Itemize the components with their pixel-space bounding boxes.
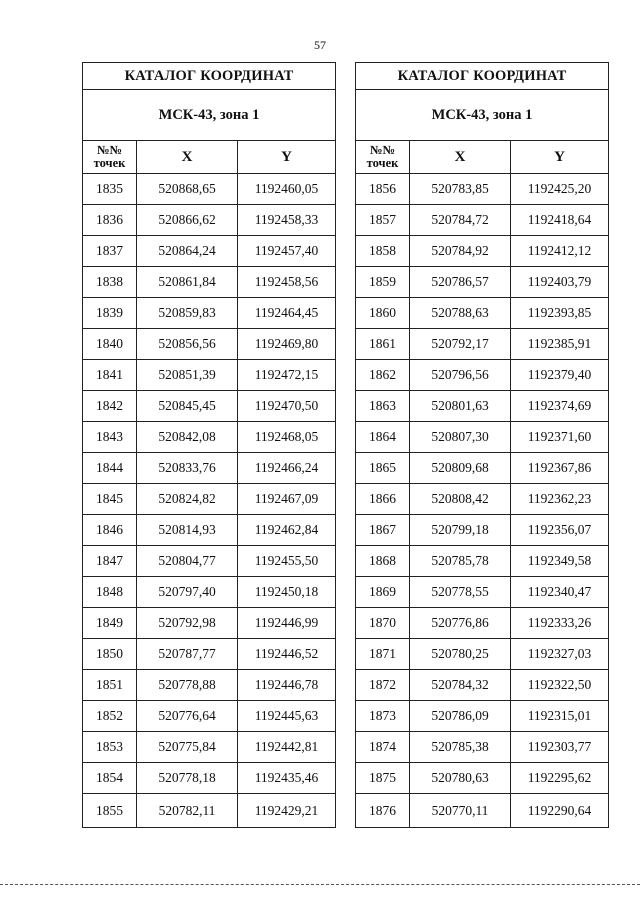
- point-number-cell: 1852: [83, 701, 137, 732]
- y-coordinate-cell: 1192303,77: [511, 732, 609, 763]
- x-coordinate-cell: 520796,56: [410, 360, 511, 391]
- x-coordinate-cell: 520866,62: [137, 205, 238, 236]
- point-number-cell: 1866: [356, 484, 410, 515]
- x-coordinate-cell: 520778,55: [410, 577, 511, 608]
- y-coordinate-cell: 1192340,47: [511, 577, 609, 608]
- column-header-y: Y: [511, 141, 609, 174]
- x-coordinate-cell: 520814,93: [137, 515, 238, 546]
- point-number-cell: 1861: [356, 329, 410, 360]
- table-row: [83, 515, 336, 546]
- table-row: [356, 453, 609, 484]
- table-row: [83, 298, 336, 329]
- x-coordinate-cell: 520868,65: [137, 174, 238, 205]
- column-header-points-word: точек: [366, 156, 399, 170]
- table-row: [356, 546, 609, 577]
- y-coordinate-cell: 1192425,20: [511, 174, 609, 205]
- y-coordinate-cell: 1192462,84: [238, 515, 336, 546]
- point-number-cell: 1871: [356, 639, 410, 670]
- point-number-cell: 1875: [356, 763, 410, 794]
- x-coordinate-cell: 520792,98: [137, 608, 238, 639]
- table-row: [356, 236, 609, 267]
- point-number-cell: 1851: [83, 670, 137, 701]
- column-header-y: Y: [238, 141, 336, 174]
- table-row: [83, 608, 336, 639]
- x-coordinate-cell: 520776,64: [137, 701, 238, 732]
- x-coordinate-cell: 520786,57: [410, 267, 511, 298]
- x-coordinate-cell: 520808,42: [410, 484, 511, 515]
- point-number-cell: 1869: [356, 577, 410, 608]
- point-number-cell: 1870: [356, 608, 410, 639]
- table-row: [83, 546, 336, 577]
- point-number-cell: 1859: [356, 267, 410, 298]
- point-number-cell: 1843: [83, 422, 137, 453]
- y-coordinate-cell: 1192295,62: [511, 763, 609, 794]
- table-row: [356, 422, 609, 453]
- y-coordinate-cell: 1192445,63: [238, 701, 336, 732]
- table-row: [83, 639, 336, 670]
- table-row: [356, 329, 609, 360]
- point-number-cell: 1853: [83, 732, 137, 763]
- y-coordinate-cell: 1192464,45: [238, 298, 336, 329]
- table-row: [83, 453, 336, 484]
- page-bottom-divider: [0, 884, 640, 885]
- x-coordinate-cell: 520770,11: [410, 794, 511, 828]
- y-coordinate-cell: 1192470,50: [238, 391, 336, 422]
- coordinate-system-label: МСК-43, зона 1: [83, 90, 336, 141]
- x-coordinate-cell: 520864,24: [137, 236, 238, 267]
- point-number-cell: 1857: [356, 205, 410, 236]
- x-coordinate-cell: 520782,11: [137, 794, 238, 828]
- column-header-number-sign: №№: [96, 143, 123, 157]
- x-coordinate-cell: 520807,30: [410, 422, 511, 453]
- table-row: [356, 794, 609, 828]
- x-coordinate-cell: 520784,92: [410, 236, 511, 267]
- column-header-x: X: [137, 141, 238, 174]
- table-row: [83, 329, 336, 360]
- point-number-cell: 1855: [83, 794, 137, 828]
- y-coordinate-cell: 1192403,79: [511, 267, 609, 298]
- point-number-cell: 1858: [356, 236, 410, 267]
- table-row: [83, 484, 336, 515]
- table-row: [83, 174, 336, 205]
- table-row: [356, 701, 609, 732]
- y-coordinate-cell: 1192469,80: [238, 329, 336, 360]
- x-coordinate-cell: 520780,25: [410, 639, 511, 670]
- point-number-cell: 1863: [356, 391, 410, 422]
- x-coordinate-cell: 520842,08: [137, 422, 238, 453]
- table-row: [356, 608, 609, 639]
- point-number-cell: 1874: [356, 732, 410, 763]
- y-coordinate-cell: 1192467,09: [238, 484, 336, 515]
- table-row: [83, 670, 336, 701]
- point-number-cell: 1838: [83, 267, 137, 298]
- point-number-cell: 1845: [83, 484, 137, 515]
- point-number-cell: 1836: [83, 205, 137, 236]
- point-number-cell: 1850: [83, 639, 137, 670]
- table-row: [356, 763, 609, 794]
- x-coordinate-cell: 520851,39: [137, 360, 238, 391]
- point-number-cell: 1840: [83, 329, 137, 360]
- y-coordinate-cell: 1192374,69: [511, 391, 609, 422]
- point-number-cell: 1844: [83, 453, 137, 484]
- y-coordinate-cell: 1192379,40: [511, 360, 609, 391]
- y-coordinate-cell: 1192468,05: [238, 422, 336, 453]
- point-number-cell: 1849: [83, 608, 137, 639]
- catalog-title: КАТАЛОГ КООРДИНАТ: [356, 63, 609, 90]
- x-coordinate-cell: 520785,38: [410, 732, 511, 763]
- table-row: [83, 267, 336, 298]
- y-coordinate-cell: 1192435,46: [238, 763, 336, 794]
- column-header-point-number: [83, 141, 137, 174]
- x-coordinate-cell: 520778,18: [137, 763, 238, 794]
- coordinate-catalog-table-right: [355, 62, 609, 828]
- point-number-cell: 1867: [356, 515, 410, 546]
- x-coordinate-cell: 520861,84: [137, 267, 238, 298]
- y-coordinate-cell: 1192460,05: [238, 174, 336, 205]
- point-number-cell: 1856: [356, 174, 410, 205]
- y-coordinate-cell: 1192455,50: [238, 546, 336, 577]
- point-number-cell: 1842: [83, 391, 137, 422]
- x-coordinate-cell: 520785,78: [410, 546, 511, 577]
- table-row: [356, 298, 609, 329]
- y-coordinate-cell: 1192472,15: [238, 360, 336, 391]
- point-number-cell: 1839: [83, 298, 137, 329]
- x-coordinate-cell: 520786,09: [410, 701, 511, 732]
- x-coordinate-cell: 520780,63: [410, 763, 511, 794]
- table-row: [356, 205, 609, 236]
- x-coordinate-cell: 520797,40: [137, 577, 238, 608]
- y-coordinate-cell: 1192290,64: [511, 794, 609, 828]
- x-coordinate-cell: 520809,68: [410, 453, 511, 484]
- y-coordinate-cell: 1192385,91: [511, 329, 609, 360]
- y-coordinate-cell: 1192446,78: [238, 670, 336, 701]
- y-coordinate-cell: 1192315,01: [511, 701, 609, 732]
- point-number-cell: 1860: [356, 298, 410, 329]
- x-coordinate-cell: 520801,63: [410, 391, 511, 422]
- y-coordinate-cell: 1192367,86: [511, 453, 609, 484]
- y-coordinate-cell: 1192458,56: [238, 267, 336, 298]
- catalog-title: КАТАЛОГ КООРДИНАТ: [83, 63, 336, 90]
- table-row: [83, 701, 336, 732]
- x-coordinate-cell: 520778,88: [137, 670, 238, 701]
- table-row: [83, 763, 336, 794]
- point-number-cell: 1872: [356, 670, 410, 701]
- coordinate-catalog-table-left: [82, 62, 336, 828]
- table-row: [83, 236, 336, 267]
- column-header-points-word: точек: [93, 156, 126, 170]
- table-row: [83, 360, 336, 391]
- x-coordinate-cell: 520833,76: [137, 453, 238, 484]
- y-coordinate-cell: 1192356,07: [511, 515, 609, 546]
- table-row: [356, 639, 609, 670]
- x-coordinate-cell: 520788,63: [410, 298, 511, 329]
- x-coordinate-cell: 520845,45: [137, 391, 238, 422]
- table-row: [356, 484, 609, 515]
- y-coordinate-cell: 1192446,99: [238, 608, 336, 639]
- table-row: [356, 174, 609, 205]
- point-number-cell: 1864: [356, 422, 410, 453]
- x-coordinate-cell: 520784,32: [410, 670, 511, 701]
- table-row: [83, 391, 336, 422]
- x-coordinate-cell: 520804,77: [137, 546, 238, 577]
- y-coordinate-cell: 1192429,21: [238, 794, 336, 828]
- point-number-cell: 1873: [356, 701, 410, 732]
- table-row: [83, 577, 336, 608]
- x-coordinate-cell: 520792,17: [410, 329, 511, 360]
- y-coordinate-cell: 1192412,12: [511, 236, 609, 267]
- table-row: [83, 794, 336, 828]
- y-coordinate-cell: 1192393,85: [511, 298, 609, 329]
- y-coordinate-cell: 1192362,23: [511, 484, 609, 515]
- table-row: [356, 577, 609, 608]
- table-row: [356, 360, 609, 391]
- table-row: [356, 732, 609, 763]
- y-coordinate-cell: 1192322,50: [511, 670, 609, 701]
- y-coordinate-cell: 1192446,52: [238, 639, 336, 670]
- y-coordinate-cell: 1192418,64: [511, 205, 609, 236]
- x-coordinate-cell: 520824,82: [137, 484, 238, 515]
- table-row: [83, 422, 336, 453]
- y-coordinate-cell: 1192349,58: [511, 546, 609, 577]
- table-row: [83, 205, 336, 236]
- x-coordinate-cell: 520859,83: [137, 298, 238, 329]
- table-row: [83, 732, 336, 763]
- table-row: [356, 515, 609, 546]
- point-number-cell: 1837: [83, 236, 137, 267]
- column-header-x: X: [410, 141, 511, 174]
- point-number-cell: 1854: [83, 763, 137, 794]
- point-number-cell: 1835: [83, 174, 137, 205]
- column-header-point-number: [356, 141, 410, 174]
- x-coordinate-cell: 520787,77: [137, 639, 238, 670]
- y-coordinate-cell: 1192327,03: [511, 639, 609, 670]
- x-coordinate-cell: 520784,72: [410, 205, 511, 236]
- y-coordinate-cell: 1192442,81: [238, 732, 336, 763]
- x-coordinate-cell: 520776,86: [410, 608, 511, 639]
- point-number-cell: 1862: [356, 360, 410, 391]
- y-coordinate-cell: 1192457,40: [238, 236, 336, 267]
- x-coordinate-cell: 520783,85: [410, 174, 511, 205]
- y-coordinate-cell: 1192466,24: [238, 453, 336, 484]
- table-row: [356, 391, 609, 422]
- point-number-cell: 1848: [83, 577, 137, 608]
- column-header-number-sign: №№: [369, 143, 396, 157]
- y-coordinate-cell: 1192450,18: [238, 577, 336, 608]
- point-number-cell: 1846: [83, 515, 137, 546]
- x-coordinate-cell: 520775,84: [137, 732, 238, 763]
- point-number-cell: 1841: [83, 360, 137, 391]
- y-coordinate-cell: 1192333,26: [511, 608, 609, 639]
- point-number-cell: 1847: [83, 546, 137, 577]
- point-number-cell: 1868: [356, 546, 410, 577]
- coordinate-system-label: МСК-43, зона 1: [356, 90, 609, 141]
- x-coordinate-cell: 520799,18: [410, 515, 511, 546]
- y-coordinate-cell: 1192371,60: [511, 422, 609, 453]
- table-row: [356, 670, 609, 701]
- y-coordinate-cell: 1192458,33: [238, 205, 336, 236]
- table-row: [356, 267, 609, 298]
- point-number-cell: 1876: [356, 794, 410, 828]
- point-number-cell: 1865: [356, 453, 410, 484]
- x-coordinate-cell: 520856,56: [137, 329, 238, 360]
- page-number: 57: [314, 38, 326, 52]
